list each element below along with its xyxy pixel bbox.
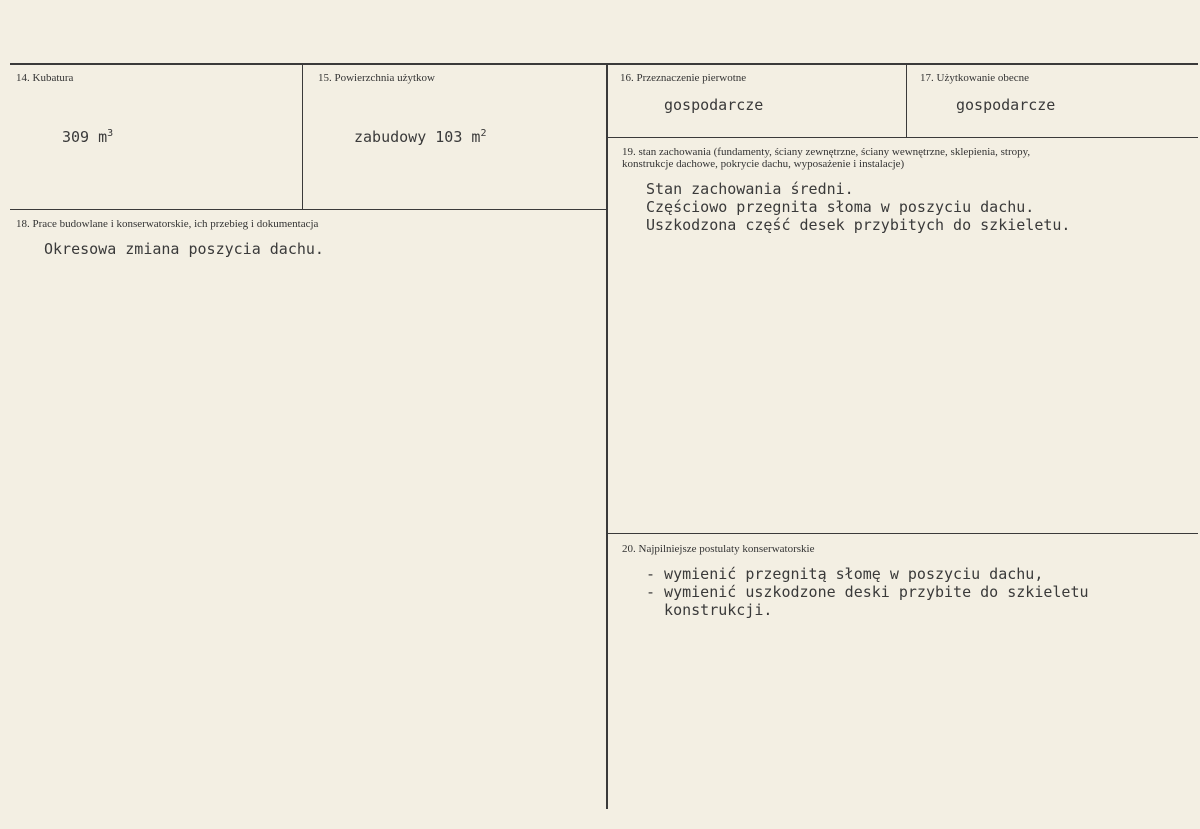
field-20-line-1: - wymienić przegnitą słomę w poszyciu dachu,: [646, 565, 1044, 583]
field-15-value-text: zabudowy 103 m: [354, 128, 481, 146]
field-19-label-line-1: 19. stan zachowania (fundamenty, ściany zewnętrzne, ściany wewnętrzne, sklepienia, stropy,: [622, 146, 1031, 158]
field-20-line-2: - wymienić uszkodzone deski przybite do szkieletu: [646, 583, 1089, 601]
field-20-label: 20. Najpilniejsze postulaty konserwatorskie: [622, 543, 815, 555]
top-border: [10, 63, 1198, 65]
field-15-value-sup: 2: [480, 128, 487, 139]
column-divider-14-15: [302, 64, 303, 210]
field-15-value: [354, 128, 486, 146]
field-19-line-2: Częściowo przegnita słoma w poszyciu dachu.: [646, 198, 1035, 216]
field-19-label-line-2: konstrukcje dachowe, pokrycie dachu, wyposażenie i instalacje): [622, 158, 905, 170]
field-19-line-3: Uszkodzona część desek przybitych do szkieletu.: [646, 216, 1071, 234]
field-18-label: 18. Prace budowlane i konserwatorskie, ich przebieg i dokumentacja: [16, 218, 319, 230]
field-18-line-1: Okresowa zmiana poszycia dachu.: [44, 240, 324, 258]
field-19-line-1: Stan zachowania średni.: [646, 180, 854, 198]
field-17-value: gospodarcze: [956, 96, 1056, 114]
field-16-label: 16. Przeznaczenie pierwotne: [620, 72, 747, 84]
field-14-label: 14. Kubatura: [16, 72, 74, 84]
field-14-value-text: 309 m: [62, 128, 108, 146]
field-15-label: 15. Powierzchnia użytkow: [318, 72, 435, 84]
field-20-line-3: konstrukcji.: [646, 601, 773, 619]
field-14-value: [62, 128, 113, 146]
row-divider-left: [10, 209, 606, 210]
row-divider-right-lower: [608, 533, 1198, 534]
column-divider-main: [606, 64, 608, 809]
field-17-label: 17. Użytkowanie obecne: [920, 72, 1030, 84]
field-14-value-sup: 3: [107, 128, 114, 139]
field-16-value: gospodarcze: [664, 96, 764, 114]
column-divider-16-17: [906, 64, 907, 138]
row-divider-right-upper: [608, 137, 1198, 138]
